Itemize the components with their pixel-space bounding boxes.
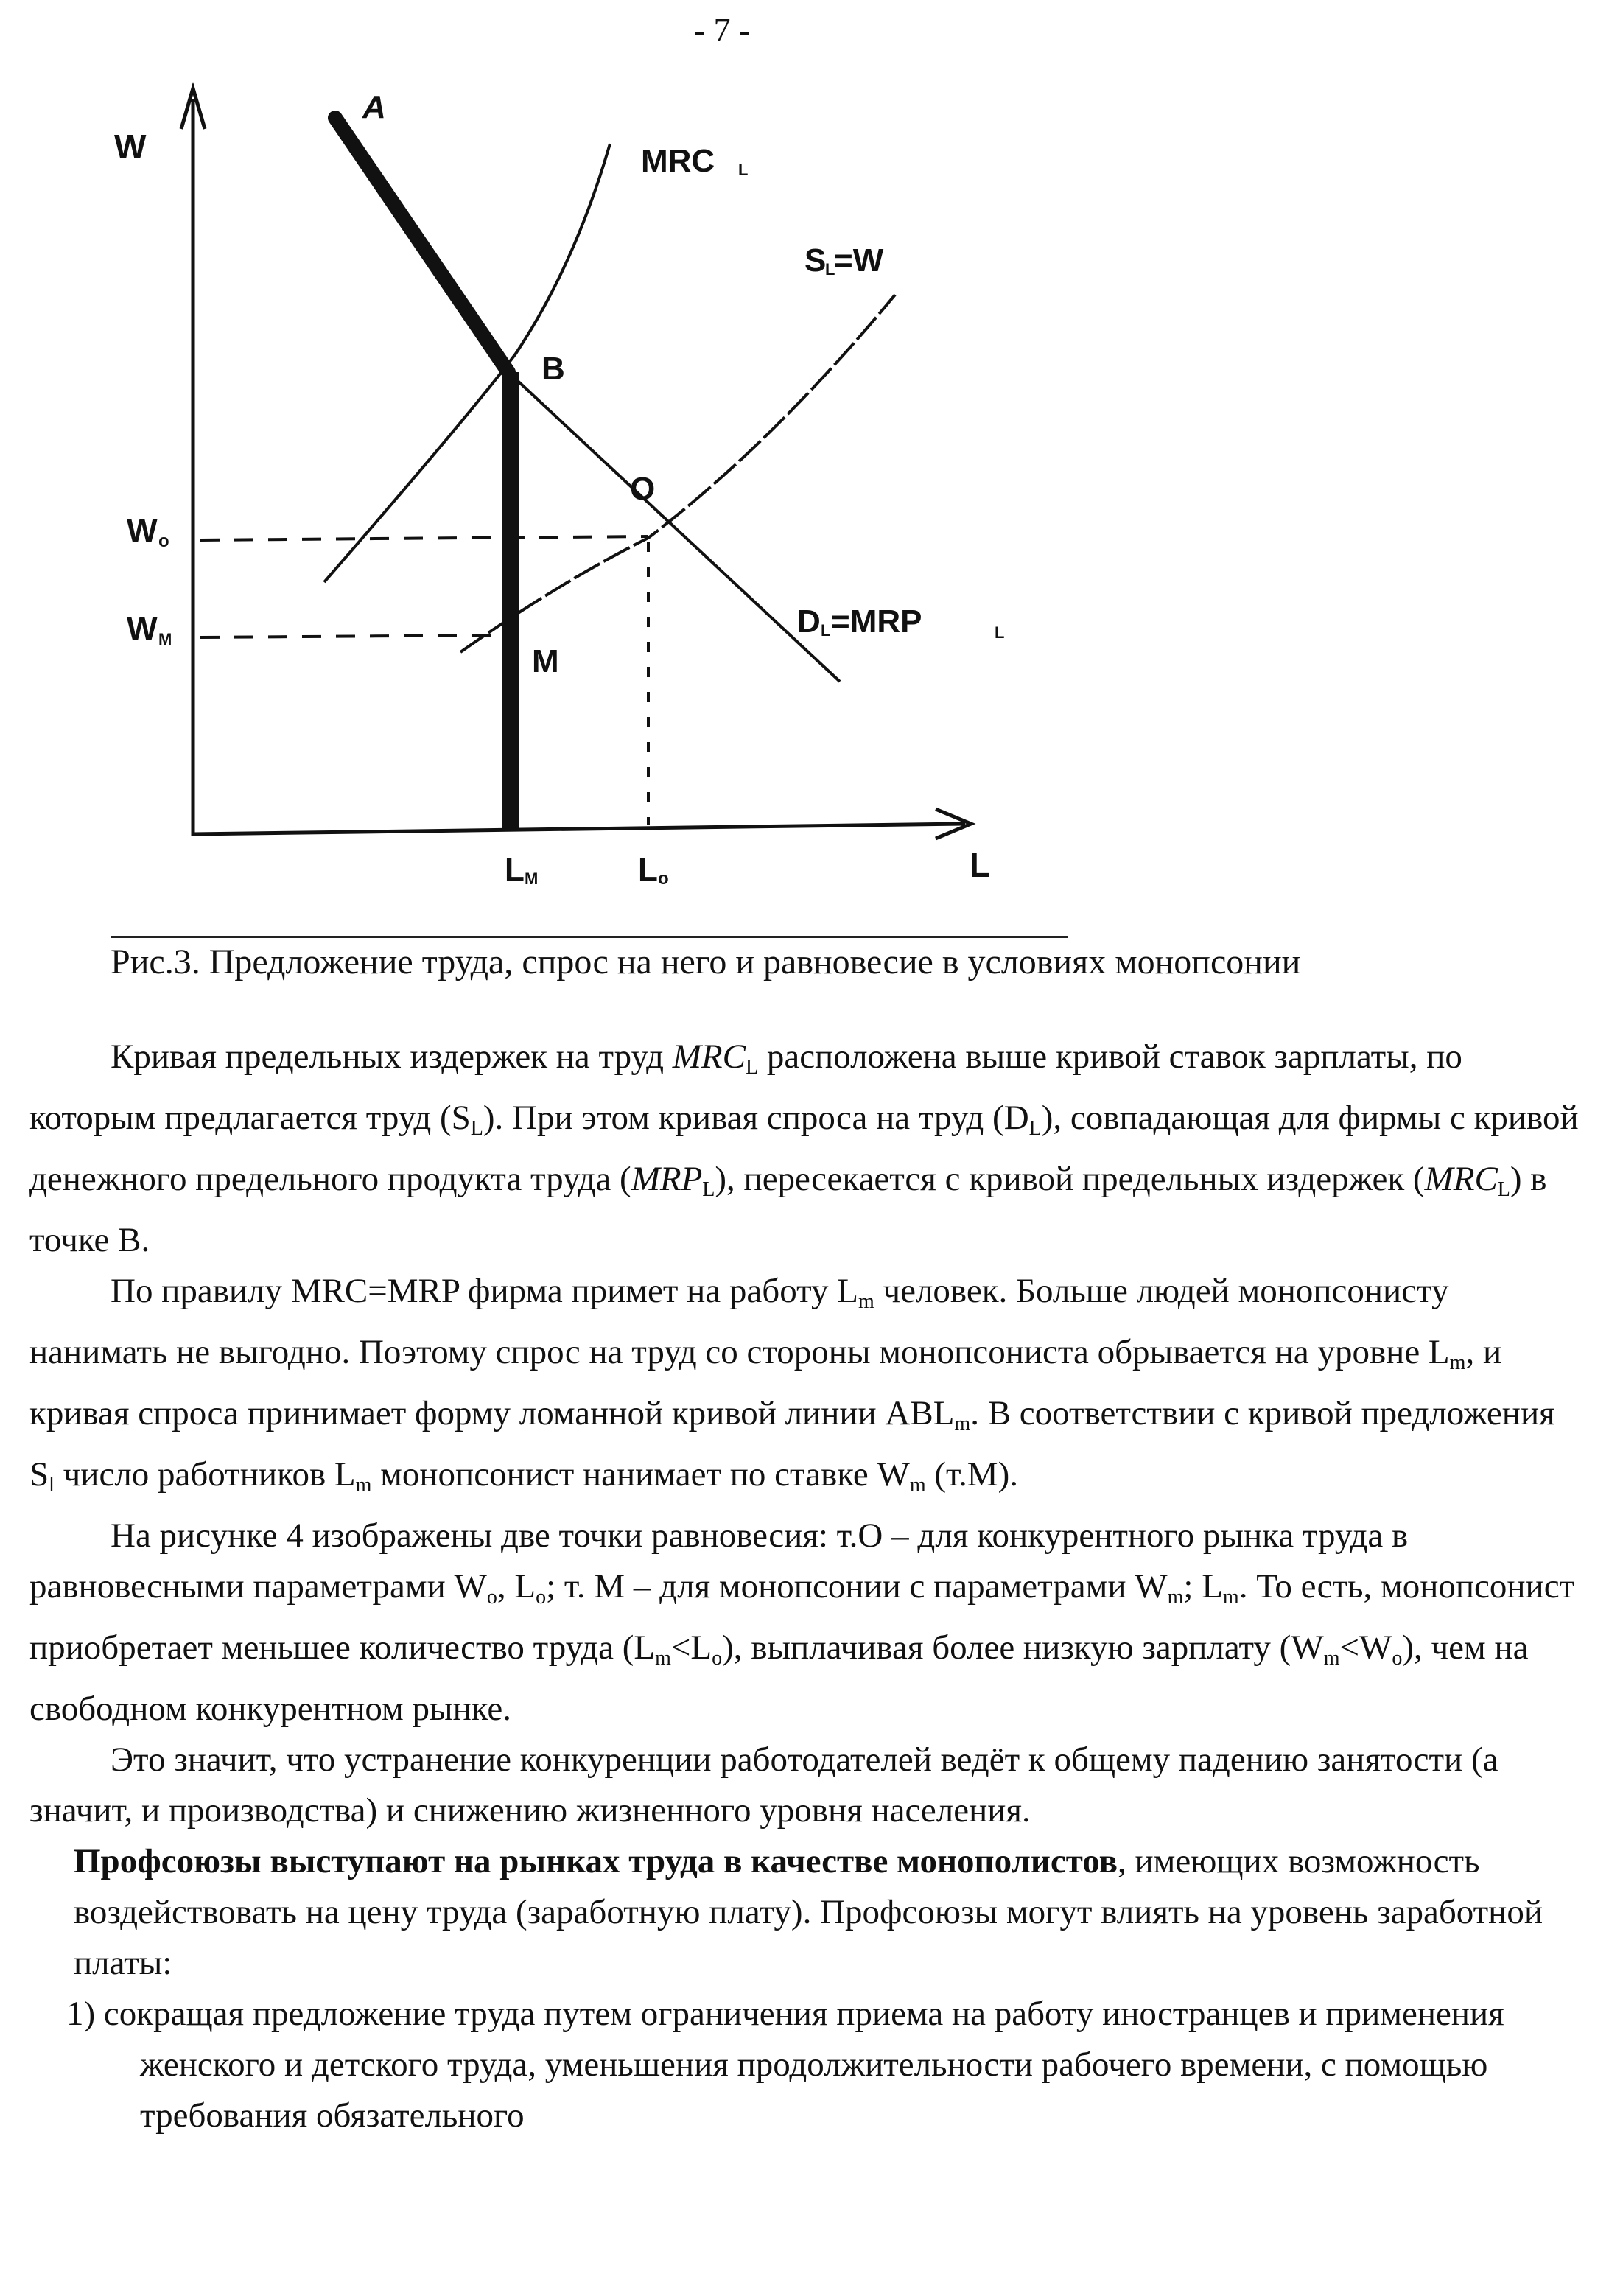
- w0-label-sub: o: [158, 531, 169, 551]
- lm-label-sub: M: [525, 869, 539, 888]
- demand-label: D: [797, 603, 821, 640]
- page-number: - 7 -: [693, 11, 751, 49]
- w0-dashed-line: [200, 536, 648, 540]
- demand-label-eq: =MRP: [831, 603, 922, 640]
- paragraph-3: На рисунке 4 изображены две точки равновесия: т.О – для конкурентного рынка труда в равновесными параметрами $W_o$, $L_o$; т. М – для монопсонии с параметрами $W_m$; $L_m$. То есть, монопсонист приобретает меньшее количество труда $(L_m<L_o)$, выплачивая более низкую зарплату $(W_m<W_o)$, чем на свободном конкурентном рынке.: [29, 1516, 1575, 1728]
- point-o-label: O: [630, 471, 656, 507]
- paragraph-1: Кривая предельных издержек на труд $MRC_L$ расположена выше кривой ставок зарплаты, по которым предлагается труд $(S_L)$. При этом кривая спроса на труд $(D_L)$, совпадающая для фирмы с кривой денежного предельного продукта труда $(MRP_L)$, пересекается с кривой предельных издержек $(MRC_L)$ в точке В.: [29, 1037, 1579, 1259]
- y-axis-label: W: [114, 127, 147, 166]
- w0-label: W: [127, 513, 158, 549]
- demand-curve: [508, 372, 840, 682]
- mrc-label: MRC: [641, 143, 715, 179]
- supply-label-eq: =W: [834, 242, 884, 279]
- paragraph-4: Это значит, что устранение конкуренции работодателей ведёт к общему падению занятости (а значит, и производства) и снижению жизненного уровня населения.: [29, 1740, 1498, 1830]
- paragraph-5: Профсоюзы выступают на рынках труда в качестве монополистов, имеющих возможность воздействовать на цену труда (заработную плату). Профсоюзы могут влиять на уровень заработной платы:: [74, 1842, 1543, 1982]
- l0-label: L: [638, 852, 658, 888]
- mrc-curve: [324, 144, 610, 582]
- x-axis: [193, 824, 965, 834]
- list-item: 1) сокращая предложение труда путем ограничения приема на работу иностранцев и применения женского и детского труда, уменьшения продолжительности рабочего времени, с помощью требования обязательного: [66, 1995, 1504, 2135]
- l0-label-sub: o: [658, 869, 669, 889]
- body-text: [29, 1032, 1584, 2141]
- figure-caption: Рис.3. Предложение труда, спрос на него и равновесие в условиях монопсонии: [111, 942, 1301, 981]
- wm-label: W: [127, 611, 158, 647]
- wm-dashed-line: [200, 635, 508, 637]
- paragraph-2: По правилу MRC=MRP фирма примет на работу $L_m$ человек. Больше людей монопсонисту нанимать не выгодно. Поэтому спрос на труд со стороны монопсониста обрывается на уровне $L_m$, и кривая спроса принимает форму ломанной кривой линии $ABL_m$. В соответствии с кривой предложения $S_l$ число работников $L_m$ монопсонист нанимает по ставке $W_m$ (т.М).: [29, 1272, 1555, 1497]
- point-b-label: B: [541, 351, 565, 387]
- supply-label: S: [804, 242, 827, 279]
- monopsony-diagram: [0, 0, 1105, 928]
- lm-label: L: [505, 852, 525, 888]
- demand-label-sub: L: [821, 621, 831, 640]
- point-m-label: M: [532, 643, 559, 679]
- demand-label-eq-sub: L: [995, 623, 1005, 642]
- mrc-label-sub: L: [738, 161, 749, 179]
- supply-label-sub: L: [825, 260, 835, 279]
- supply-curve: [460, 295, 895, 652]
- demand-kinked-upper: [335, 118, 508, 372]
- x-axis-label: L: [970, 846, 991, 884]
- point-a-label: A: [362, 89, 386, 125]
- paragraph-5-heading: Профсоюзы выступают на рынках труда в качестве монополистов: [74, 1842, 1118, 1880]
- wm-label-sub: M: [158, 630, 172, 648]
- caption-rule: [111, 936, 1068, 938]
